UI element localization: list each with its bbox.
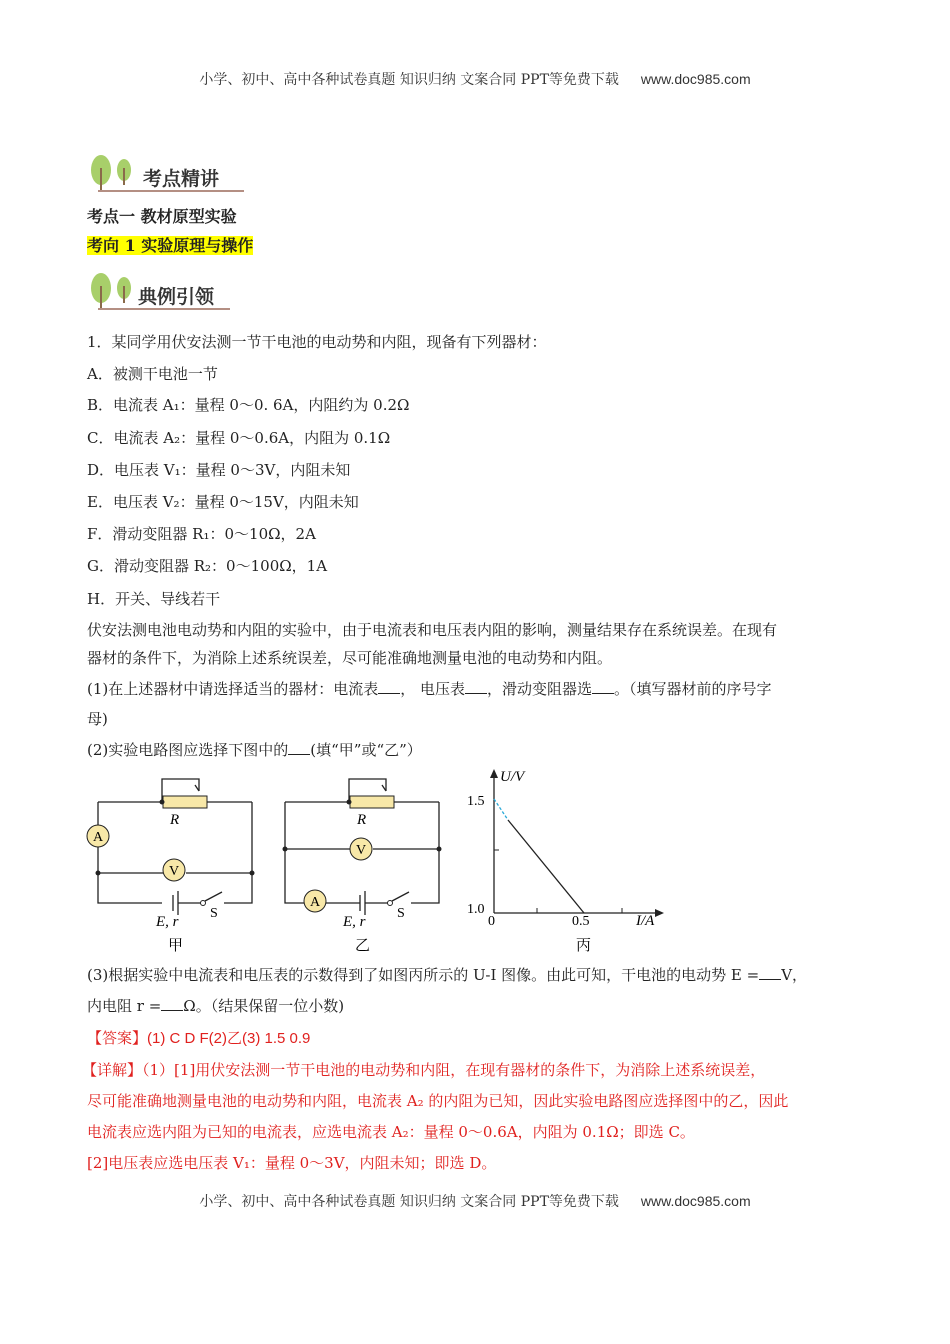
detail-line: 尽可能准确地测量电池的电动势和内阻，电流表 A₂ 的内阻为已知，因此实验电路图应选择图中的乙，因此 [87,1092,789,1110]
svg-text:R: R [357,812,367,828]
figures [82,765,682,960]
svg-text:0.5: 0.5 [572,914,590,929]
ui-graph-bing [467,769,664,954]
svg-text:V: V [356,843,367,858]
extrapolated-line [494,799,508,820]
svg-text:甲: 甲 [168,938,184,954]
option-a: A．被测干电池一节 [87,365,218,383]
option-e: E．电压表 V₂：量程 0～15V，内阻未知 [87,493,359,511]
detail-line: 电流表应选内阻为已知的电流表，应选电流表 A₂：量程 0～0.6A，内阻为 0.1Ω；即选 C。 [87,1123,695,1141]
svg-text:A: A [93,830,104,845]
detail-line: [2]电压表应选电压表 V₁：量程 0～3V，内阻未知；即选 D。 [87,1154,497,1172]
svg-text:A: A [310,895,321,910]
answer: 【答案】(1) C D F(2)乙(3) 1.5 0.9 [87,1029,311,1047]
svg-text:1.5: 1.5 [467,794,485,809]
banner-dianli [88,268,248,313]
footer-site: www.doc985.com [640,1193,751,1209]
subquestion-1-cont: 母) [87,710,108,728]
svg-text:I/A: I/A [636,913,655,929]
option-c: C．电流表 A₂：量程 0～0.6A，内阻为 0.1Ω [87,429,391,447]
svg-text:R: R [170,812,180,828]
subsection-title: 考向 1 实验原理与操作 [87,236,254,255]
svg-text:丙: 丙 [576,938,592,954]
banner-title: 典例引领 [138,286,215,308]
paragraph: 伏安法测电池电动势和内阻的实验中，由于电流表和电压表内阻的影响，测量结果存在系统误差。在现有 [87,621,778,639]
svg-text:S: S [397,906,405,921]
subquestion-1: (1)在上述器材中请选择适当的器材：电流表 ， 电压表 ，滑动变阻器选 。（填写器材前的序号字 [87,680,772,698]
svg-text:E, r: E, r [156,914,179,930]
banner-title: 考点精讲 [143,168,220,190]
header-site: www.doc985.com [640,71,751,87]
data-line [508,820,584,913]
paragraph: 器材的条件下，为消除上述系统误差，尽可能准确地测量电池的电动势和内阻。 [87,649,613,667]
svg-text:U/V: U/V [500,769,525,785]
option-d: D．电压表 V₁：量程 0～3V，内阻未知 [87,461,351,479]
option-g: G．滑动变阻器 R₂：0～100Ω，1A [87,557,328,575]
svg-text:乙: 乙 [355,938,371,954]
svg-text:V: V [169,864,180,879]
page-header [0,69,950,89]
section-title: 考点一 教材原型实验 [87,207,237,226]
question-stem: 1．某同学用伏安法测一节干电池的电动势和内阻，现备有下列器材： [87,333,547,351]
option-h: H．开关、导线若干 [87,590,221,608]
svg-text:0: 0 [488,914,495,929]
subquestion-3: (3)根据实验中电流表和电压表的示数得到了如图丙所示的 U-I 图像。由此可知，干电池的电动势 E = V， [87,966,808,984]
header-text: 小学、初中、高中各种试卷真题 知识归纳 文案合同 PPT等免费下载 [199,72,619,88]
page-footer [0,1191,950,1211]
banner-kaodian [88,150,248,195]
subquestion-3-cont: 内电阻 r = Ω。（结果保留一位小数) [87,997,345,1015]
option-b: B．电流表 A₁：量程 0～0. 6A，内阻约为 0.2Ω [87,396,410,414]
option-f: F．滑动变阻器 R₁：0～10Ω，2A [87,525,316,543]
svg-text:S: S [210,906,218,921]
subquestion-2: (2)实验电路图应选择下图中的 (填“甲”或“乙”） [87,741,422,759]
footer-text: 小学、初中、高中各种试卷真题 知识归纳 文案合同 PPT等免费下载 [199,1194,619,1210]
detail-line: 【详解】（1）[1]用伏安法测一节干电池的电动势和内阻，在现有器材的条件下，为消除上述系统误差， [82,1061,766,1079]
svg-text:1.0: 1.0 [467,902,485,917]
svg-text:E, r: E, r [343,914,366,930]
